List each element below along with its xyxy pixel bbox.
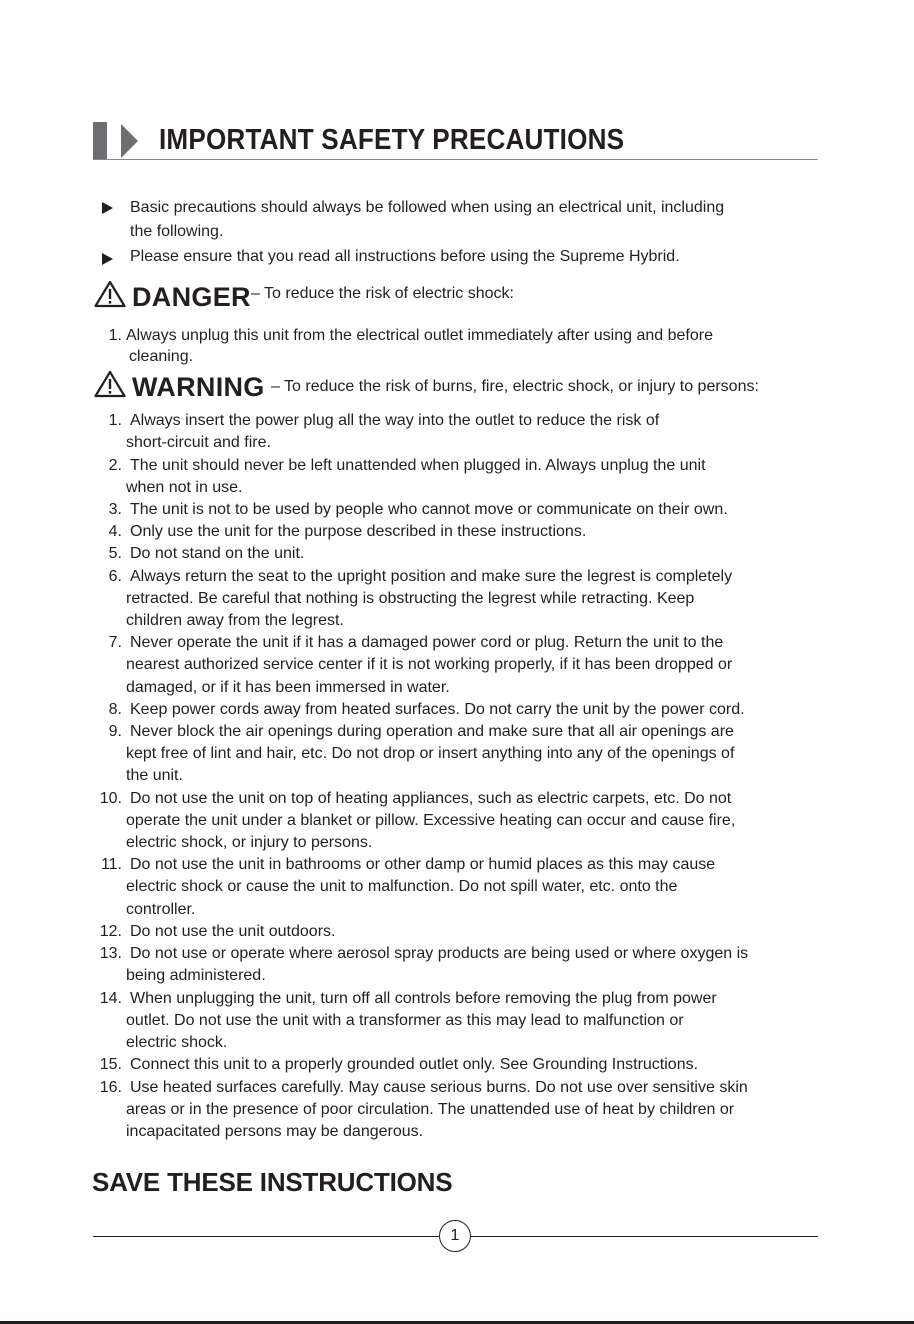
warning-triangle-icon [94, 370, 126, 398]
list-item: nearest authorized service center if it is not working properly, if it has been dropped or [126, 656, 733, 673]
list-item: electric shock, or injury to persons. [126, 834, 373, 851]
list-number: 1. [108, 327, 122, 344]
list-item: being administered. [126, 967, 266, 984]
list-item: controller. [126, 901, 196, 918]
list-item: damaged, or if it has been immersed in water. [126, 679, 450, 696]
header-arrow-icon [121, 124, 138, 158]
page-title: IMPORTANT SAFETY PRECAUTIONS [159, 124, 625, 156]
list-number: 14. [99, 990, 122, 1007]
list-number: 16. [99, 1079, 122, 1096]
intro-line: Please ensure that you read all instructions before using the Supreme Hybrid. [130, 248, 680, 265]
list-item: Do not use the unit in bathrooms or other damp or humid places as this may cause [130, 856, 716, 873]
footer-rule-right [471, 1236, 818, 1237]
list-number: 13. [99, 945, 122, 962]
warning-triangle-icon [94, 280, 126, 308]
list-item: The unit should never be left unattended when plugged in. Always unplug the unit [130, 457, 706, 474]
list-item: Always return the seat to the upright position and make sure the legrest is completely [130, 568, 733, 585]
list-number: 5. [108, 545, 122, 562]
intro-line: the following. [130, 223, 224, 240]
list-item: electric shock or cause the unit to malfunction. Do not spill water, etc. onto the [126, 878, 678, 895]
list-item: Never block the air openings during operation and make sure that all air openings are [130, 723, 734, 740]
list-item: The unit is not to be used by people who cannot move or communicate on their own. [130, 501, 728, 518]
list-number: 10. [99, 790, 122, 807]
footer-rule-left [93, 1236, 439, 1237]
list-item: Never operate the unit if it has a damaged power cord or plug. Return the unit to the [130, 634, 724, 651]
list-item: when not in use. [126, 479, 243, 496]
list-number: 6. [108, 568, 122, 585]
list-item: Do not stand on the unit. [130, 545, 305, 562]
list-number: 3. [108, 501, 122, 518]
danger-label: DANGER [132, 282, 251, 312]
list-item: outlet. Do not use the unit with a transformer as this may lead to malfunction or [126, 1012, 684, 1029]
bullet-arrow-icon [102, 202, 113, 214]
list-number: 1. [108, 412, 122, 429]
warning-label: WARNING [132, 372, 265, 402]
list-item: cleaning. [129, 348, 194, 365]
bullet-arrow-icon [102, 253, 113, 265]
list-number: 12. [99, 923, 122, 940]
list-item: Connect this unit to a properly grounded outlet only. See Grounding Instructions. [130, 1056, 699, 1073]
list-item: short-circuit and fire. [126, 434, 271, 451]
list-number: 8. [108, 701, 122, 718]
list-item: Keep power cords away from heated surfaces. Do not carry the unit by the power cord. [130, 701, 745, 718]
save-instructions-heading: SAVE THESE INSTRUCTIONS [92, 1167, 453, 1197]
header-bar-mark [93, 122, 107, 160]
list-item: Always insert the power plug all the way into the outlet to reduce the risk of [130, 412, 660, 429]
list-item: retracted. Be careful that nothing is obstructing the legrest while retracting. Keep [126, 590, 695, 607]
danger-description: – To reduce the risk of electric shock: [251, 285, 514, 302]
list-item: Always unplug this unit from the electrical outlet immediately after using and before [126, 327, 713, 344]
list-item: children away from the legrest. [126, 612, 344, 629]
list-item: operate the unit under a blanket or pillow. Excessive heating can occur and cause fire, [126, 812, 736, 829]
list-item: kept free of lint and hair, etc. Do not drop or insert anything into any of the openings of [126, 745, 735, 762]
list-item: Use heated surfaces carefully. May cause serious burns. Do not use over sensitive skin [130, 1079, 748, 1096]
list-item: the unit. [126, 767, 183, 784]
list-item: areas or in the presence of poor circulation. The unattended use of heat by children or [126, 1101, 735, 1118]
list-item: Only use the unit for the purpose described in these instructions. [130, 523, 587, 540]
list-number: 2. [108, 457, 122, 474]
header-rule [93, 159, 818, 160]
page-number: 1 [439, 1220, 471, 1252]
list-number: 11. [100, 856, 122, 873]
list-item: electric shock. [126, 1034, 228, 1051]
intro-line: Basic precautions should always be followed when using an electrical unit, including [130, 199, 725, 216]
warning-description: – To reduce the risk of burns, fire, electric shock, or injury to persons: [271, 378, 759, 395]
list-item: Do not use or operate where aerosol spray products are being used or where oxygen is [130, 945, 749, 962]
section-header [93, 120, 818, 160]
list-item: When unplugging the unit, turn off all controls before removing the plug from power [130, 990, 717, 1007]
list-number: 7. [108, 634, 122, 651]
list-item: incapacitated persons may be dangerous. [126, 1123, 424, 1140]
list-number: 15. [99, 1056, 122, 1073]
list-item: Do not use the unit outdoors. [130, 923, 336, 940]
list-number: 4. [108, 523, 122, 540]
list-number: 9. [108, 723, 122, 740]
list-item: Do not use the unit on top of heating appliances, such as electric carpets, etc. Do not [130, 790, 732, 807]
